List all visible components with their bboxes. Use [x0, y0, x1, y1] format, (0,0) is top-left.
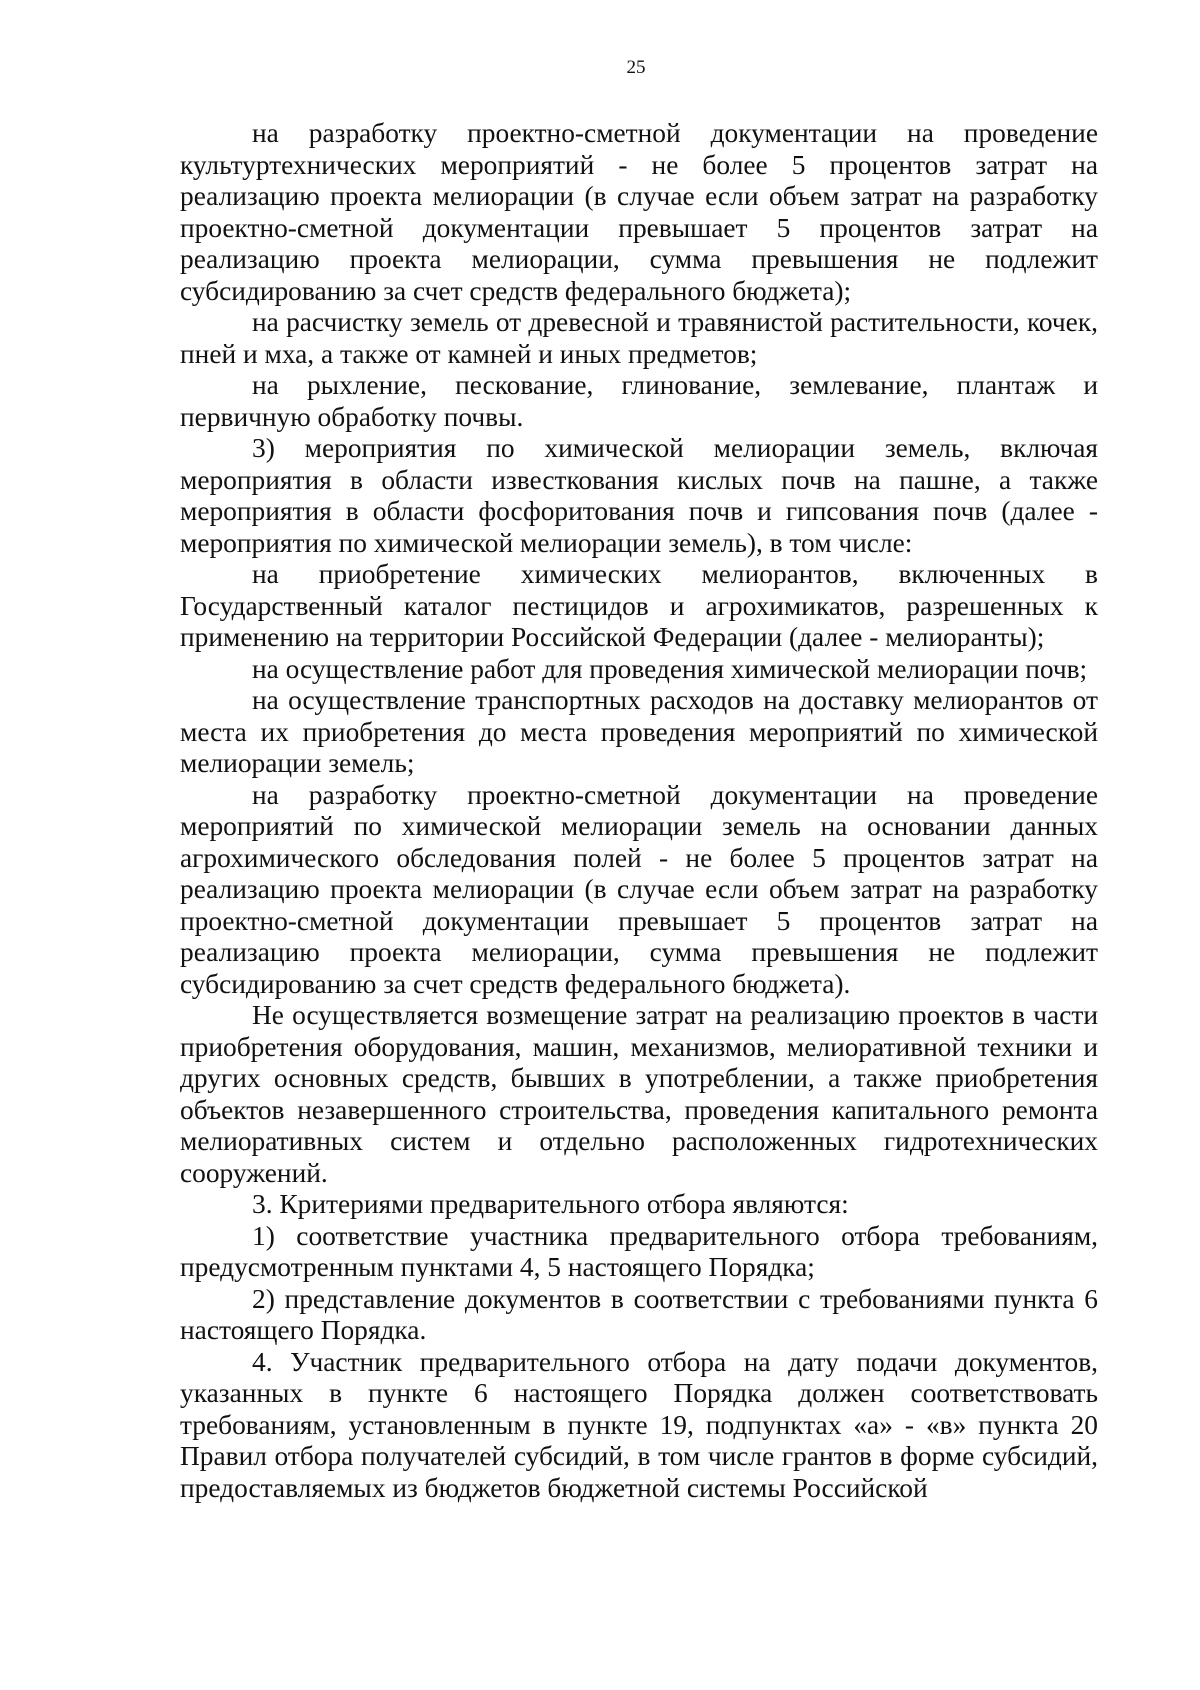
page-number: 25	[626, 57, 646, 78]
paragraph-criterion-1: 1) соответствие участника предварительного отбора требованиям, предусмотренным пунктами 4, 5 настоящего Порядка;	[180, 1220, 1098, 1282]
paragraph-chemical-works: на осуществление работ для проведения химической мелиорации почв;	[252, 653, 1088, 684]
paragraph-chemical-melioration: 3) мероприятия по химической мелиорации земель, включая мероприятия в области известкования кислых почв на пашне, а также мероприятия в области фосфоритования почв и гипсования почв (далее - мероприятия по химической мелиорации земель), в том числе:	[180, 433, 1098, 558]
paragraph-no-reimbursement: Не осуществляется возмещение затрат на реализацию проектов в части приобретения оборудования, машин, механизмов, мелиоративной техники и других основных средств, бывших в употреблении, а также приобретения объектов незавершенного строительства, проведения капитального ремонта мелиоративных систем и отдельно расположенных гидротехнических сооружений.	[180, 1000, 1098, 1188]
paragraph-criterion-2: 2) представление документов в соответствии с требованиями пункта 6 настоящего Порядка.	[180, 1283, 1098, 1345]
paragraph-ameliorants-purchase: на приобретение химических мелиорантов, включенных в Государственный каталог пестицидов и агрохимикатов, разрешенных к применению на территории Российской Федерации (далее - мелиоранты);	[180, 559, 1098, 652]
paragraph-criteria-heading: 3. Критериями предварительного отбора являются:	[252, 1189, 849, 1219]
paragraph-participant-requirements: 4. Участник предварительного отбора на дату подачи документов, указанных в пункте 6 настоящего Порядка должен соответствовать требованиям, установленным в пункте 19, подпунктах «а» - «в» пункта 20 Правил отбора получателей субсидий, в том числе грантов в форме субсидий, предоставляемых из бюджетов бюджетной системы Российской	[180, 1346, 1098, 1503]
paragraph-design-docs-cultural: на разработку проектно-сметной документации на проведение культуртехнических мероприятий - не более 5 процентов затрат на реализацию проекта мелиорации (в случае если объем затрат на разработку проектно-сметной документации превышает 5 процентов затрат на реализацию проекта мелиорации, сумма превышения не подлежит субсидированию за счет средств федерального бюджета);	[180, 118, 1098, 306]
paragraph-transport-costs: на осуществление транспортных расходов на доставку мелиорантов от места их приобретения до места проведения мероприятий по химической мелиорации земель;	[180, 685, 1098, 778]
paragraph-design-docs-chemical: на разработку проектно-сметной документации на проведение мероприятий по химической мелиорации земель на основании данных агрохимического обследования полей - не более 5 процентов затрат на реализацию проекта мелиорации (в случае если объем затрат на разработку проектно-сметной документации превышает 5 процентов затрат на реализацию проекта мелиорации, сумма превышения не подлежит субсидированию за счет средств федерального бюджета).	[180, 779, 1098, 999]
document-body	[180, 118, 1098, 1504]
paragraph-land-clearing: на расчистку земель от древесной и травянистой растительности, кочек, пней и мха, а также от камней и иных предметов;	[180, 307, 1098, 369]
paragraph-soil-treatment: на рыхление, пескование, глинование, землевание, плантаж и первичную обработку почвы.	[180, 370, 1098, 432]
